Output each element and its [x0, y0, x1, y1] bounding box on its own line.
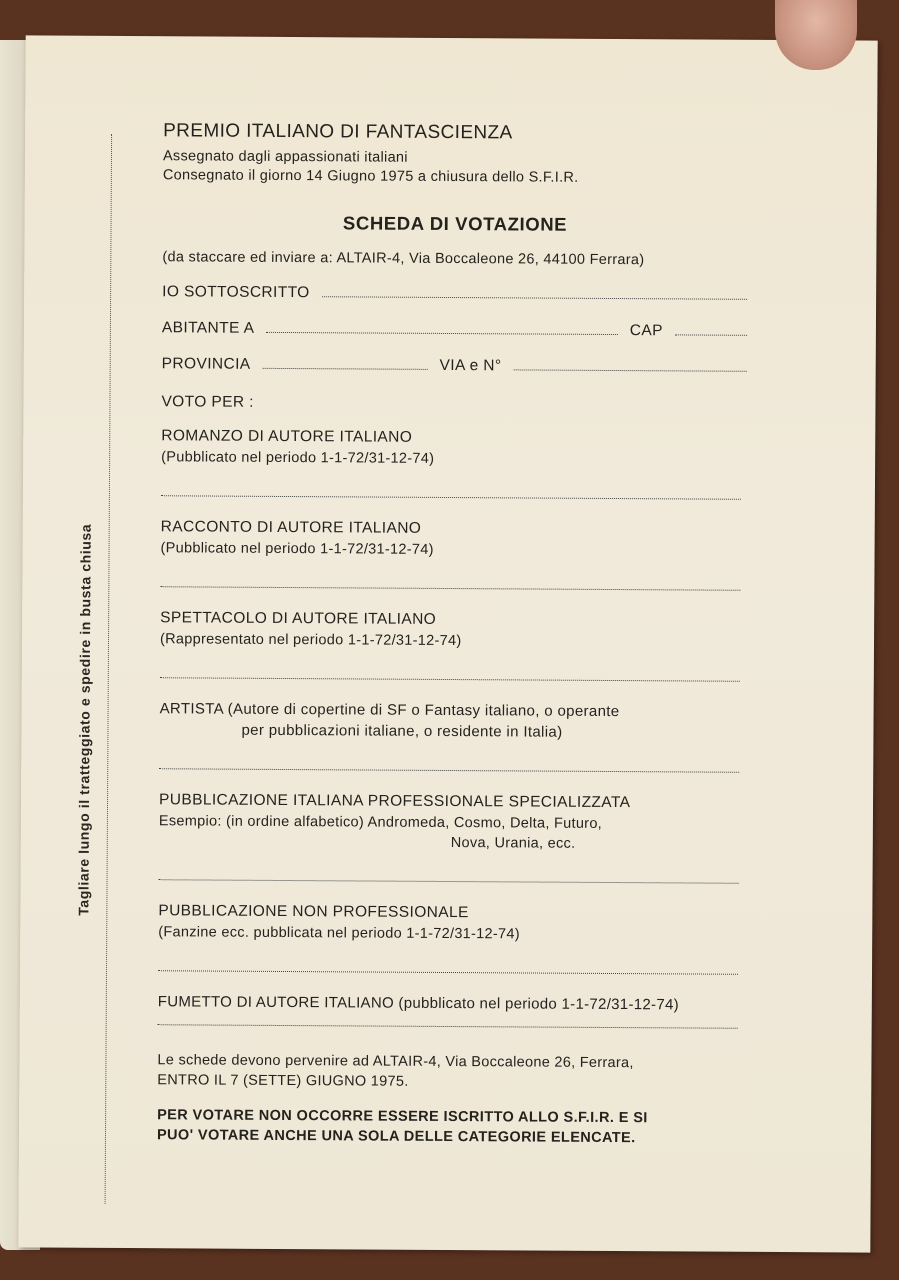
form-title: SCHEDA DI VOTAZIONE	[342, 212, 568, 235]
category-artist	[159, 700, 744, 773]
send-to-address: (da staccare ed inviare a: ALTAIR-4, Via Boccaleone 26, 44100 Ferrara)	[162, 249, 645, 269]
province-row	[162, 355, 747, 377]
category-period: (Rappresentato nel periodo 1-1-72/31-12-74)	[159, 631, 462, 650]
category-novel	[161, 427, 746, 500]
vote-for-label: VOTO PER :	[161, 393, 254, 411]
cap-field[interactable]	[675, 333, 747, 335]
category-title: PUBBLICAZIONE NON PROFESSIONALE	[158, 902, 469, 922]
category-period: (Pubblicato nel periodo 1-1-72/31-12-74)	[161, 449, 435, 467]
vote-line-story[interactable]	[160, 586, 740, 591]
prize-subtitle: Assegnato dagli appassionati italiani	[162, 148, 408, 166]
cut-dotted-line	[105, 134, 113, 1204]
ballot-content	[157, 120, 748, 1149]
category-show	[160, 609, 745, 682]
voting-line-1: PER VOTARE NON OCCORRE ESSERE ISCRITTO ALLO S.F.I.R. E SI	[157, 1107, 648, 1127]
signer-field[interactable]	[322, 295, 747, 300]
category-non-pro-publication	[158, 902, 743, 975]
resident-label: ABITANTE A	[161, 319, 255, 337]
deadline-line-1: Le schede devono pervenire ad ALTAIR-4, Via Boccaleone 26, Ferrara,	[157, 1052, 634, 1072]
category-pro-publication	[159, 791, 745, 884]
province-label: PROVINCIA	[161, 355, 251, 373]
street-field[interactable]	[514, 368, 747, 371]
category-story	[160, 518, 745, 591]
category-title: RACCONTO DI AUTORE ITALIANO	[160, 518, 422, 537]
vote-line-novel[interactable]	[161, 495, 741, 500]
resident-row	[162, 319, 747, 341]
pro-pub-example-2: Nova, Urania, ecc.	[450, 835, 576, 852]
cut-instruction: Tagliare lungo il tratteggiato e spedire in busta chiusa	[75, 523, 94, 916]
category-title: PUBBLICAZIONE ITALIANA PROFESSIONALE SPECIALIZZATA	[158, 791, 631, 812]
artist-line-2: per pubblicazioni italiane, o residente in Italia)	[241, 721, 563, 741]
vote-line-pro-pub[interactable]	[159, 879, 739, 884]
prize-delivery: Consegnato il giorno 14 Giugno 1975 a chiusura dello S.F.I.R.	[162, 167, 579, 186]
signer-label: IO SOTTOSCRITTO	[162, 283, 310, 302]
artist-line-1: ARTISTA (Autore di copertine di SF o Fantasy italiano, o operante	[159, 700, 620, 721]
ballot-page	[18, 35, 877, 1252]
cap-label: CAP	[629, 322, 663, 340]
signer-row	[162, 283, 747, 305]
pro-pub-example-1: Esempio: (in ordine alfabetico) Andromeda, Cosmo, Delta, Futuro,	[158, 813, 603, 832]
vote-line-artist[interactable]	[159, 768, 739, 773]
vote-line-non-pro-pub[interactable]	[158, 970, 738, 975]
deadline-line-2: ENTRO IL 7 (SETTE) GIUGNO 1975.	[157, 1071, 409, 1090]
resident-field[interactable]	[266, 331, 617, 335]
category-period: (Pubblicato nel periodo 1-1-72/31-12-74)	[160, 540, 434, 558]
category-title: ROMANZO DI AUTORE ITALIANO	[161, 427, 413, 446]
vote-line-show[interactable]	[160, 677, 740, 682]
street-label: VIA e N°	[439, 356, 502, 375]
voting-line-2: PUO' VOTARE ANCHE UNA SOLA DELLE CATEGORIE ELENCATE.	[156, 1126, 636, 1146]
category-comic	[158, 993, 743, 1029]
voting-notice	[157, 1106, 742, 1149]
vote-line-comic[interactable]	[158, 1024, 738, 1029]
category-title: SPETTACOLO DI AUTORE ITALIANO	[160, 609, 437, 628]
category-period: (Fanzine ecc. pubblicata nel periodo 1-1-72/31-12-74)	[158, 924, 520, 943]
prize-title: PREMIO ITALIANO DI FANTASCIENZA	[163, 120, 513, 144]
province-field[interactable]	[263, 367, 428, 370]
deadline-notice	[157, 1051, 742, 1094]
category-title: FUMETTO DI AUTORE ITALIANO (pubblicato nel periodo 1-1-72/31-12-74)	[157, 993, 679, 1014]
